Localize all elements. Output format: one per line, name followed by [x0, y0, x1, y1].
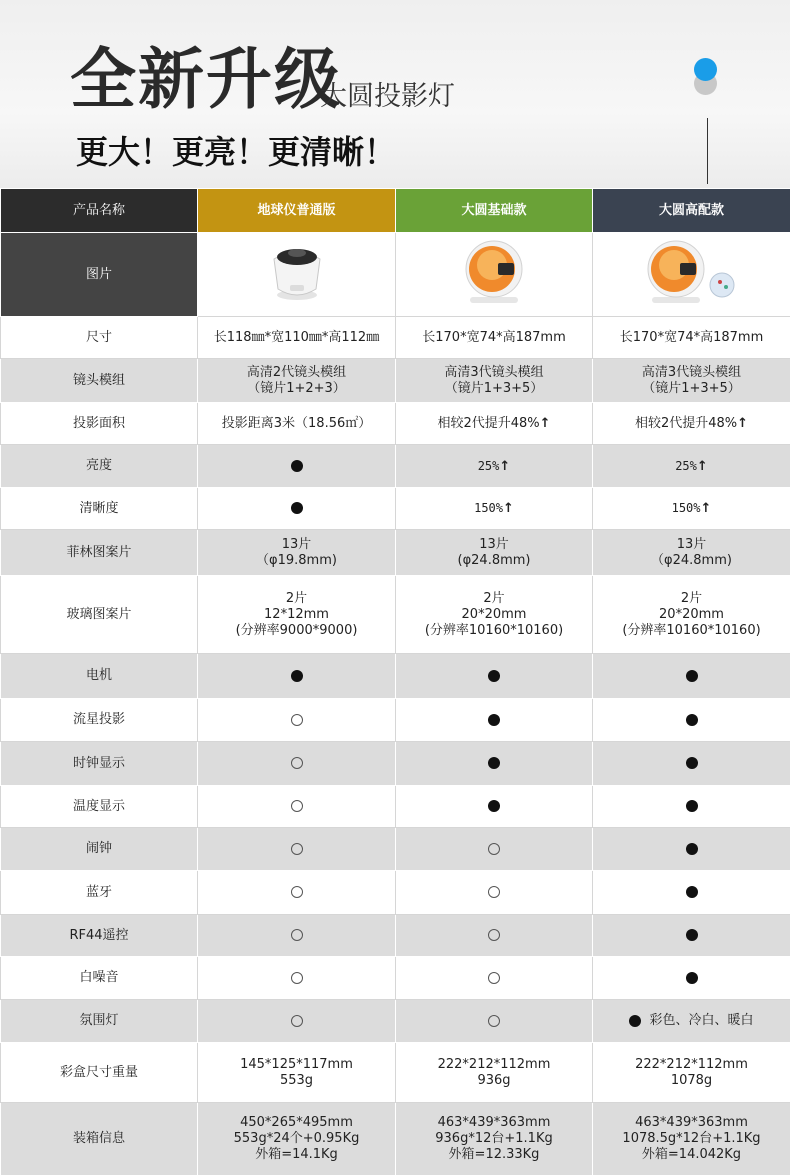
- cell-size-globe: 长118㎜*宽110㎜*高112㎜: [198, 317, 396, 359]
- row-label-remote: RF44遥控: [1, 915, 198, 957]
- cell-fresnel-basic: 13片 (φ24.8mm): [396, 530, 593, 576]
- row-label-image: 图片: [1, 233, 198, 317]
- product-image-premium: [593, 233, 790, 317]
- hollow-dot-icon: [488, 972, 500, 984]
- up-arrow-icon: ↑: [539, 415, 551, 431]
- col-header-big-premium: 大圆高配款: [593, 189, 790, 233]
- cell-remote-premium: [593, 915, 790, 957]
- table-row-remote: [1, 915, 790, 957]
- table-row-noise: [1, 957, 790, 1000]
- cell-lens-globe: 高清2代镜头模组 （镜片1+2+3）: [198, 359, 396, 403]
- row-label-clarity: 清晰度: [1, 488, 198, 530]
- cell-bluetooth-premium: [593, 871, 790, 915]
- cell-temp-premium: [593, 786, 790, 828]
- slogan: 更大！更亮！更清晰！: [76, 133, 397, 171]
- cell-clock-premium: [593, 742, 790, 786]
- hollow-dot-icon: [488, 886, 500, 898]
- sunset-lamp-basic-icon: [454, 237, 534, 307]
- cell-alarm-globe: [198, 828, 396, 871]
- cell-area-premium: 相较2代提升48%↑: [593, 403, 790, 445]
- filled-dot-icon: [686, 714, 698, 726]
- cell-temp-globe: [198, 786, 396, 828]
- cell-clarity-basic: 150%↑: [396, 488, 593, 530]
- cell-brightness-globe: [198, 445, 396, 488]
- row-label-noise: 白噪音: [1, 957, 198, 1000]
- row-label-carton: 装箱信息: [1, 1103, 198, 1176]
- filled-dot-icon: [686, 843, 698, 855]
- cell-bluetooth-globe: [198, 871, 396, 915]
- filled-dot-icon: [488, 800, 500, 812]
- cell-clarity-premium: 150%↑: [593, 488, 790, 530]
- row-label-area: 投影面积: [1, 403, 198, 445]
- cell-fresnel-premium: 13片 （φ24.8mm): [593, 530, 790, 576]
- cell-area-globe: 投影距离3米（18.56㎡）: [198, 403, 396, 445]
- cell-glass-basic: 2片 20*20mm (分辨率10160*10160): [396, 576, 593, 654]
- cell-motor-basic: [396, 654, 593, 699]
- table-row-alarm: [1, 828, 790, 871]
- hollow-dot-icon: [291, 843, 303, 855]
- col-header-product-name: 产品名称: [1, 189, 198, 233]
- sunset-lamp-premium-icon: [642, 237, 742, 307]
- hollow-dot-icon: [488, 843, 500, 855]
- header-banner: [0, 0, 790, 188]
- table-row-area: [1, 403, 790, 445]
- row-label-size: 尺寸: [1, 317, 198, 359]
- cell-motor-globe: [198, 654, 396, 699]
- globe-projector-icon: [262, 237, 332, 307]
- hollow-dot-icon: [291, 1015, 303, 1027]
- cell-lens-basic: 高清3代镜头模组 （镜片1+3+5）: [396, 359, 593, 403]
- filled-dot-icon: [291, 670, 303, 682]
- col-header-globe-standard: 地球仪普通版: [198, 189, 396, 233]
- cell-lens-premium: 高清3代镜头模组 （镜片1+3+5）: [593, 359, 790, 403]
- blue-dot-icon: [694, 58, 717, 81]
- cell-ambient-globe: [198, 1000, 396, 1043]
- divider-line: [707, 118, 708, 184]
- table-row-ambient: [1, 1000, 790, 1043]
- filled-dot-icon: [488, 670, 500, 682]
- cell-remote-globe: [198, 915, 396, 957]
- comparison-table: [0, 188, 790, 1176]
- filled-dot-icon: [686, 757, 698, 769]
- row-label-meteor: 流星投影: [1, 699, 198, 742]
- cell-meteor-globe: [198, 699, 396, 742]
- table-row-size: [1, 317, 790, 359]
- table-header-row: [1, 189, 790, 233]
- subtitle: 大圆投影灯: [320, 81, 455, 112]
- table-row-glass: [1, 576, 790, 654]
- cell-carton-premium: 463*439*363mm 1078.5g*12台+1.1Kg 外箱=14.042Kg: [593, 1103, 790, 1176]
- product-image-globe: [198, 233, 396, 317]
- cell-brightness-premium: 25%↑: [593, 445, 790, 488]
- cell-area-basic: 相较2代提升48%↑: [396, 403, 593, 445]
- table-row-carton: [1, 1103, 790, 1176]
- col-header-big-basic: 大圆基础款: [396, 189, 593, 233]
- hollow-dot-icon: [291, 886, 303, 898]
- headline: 全新升级: [70, 41, 342, 118]
- cell-glass-globe: 2片 12*12mm (分辨率9000*9000): [198, 576, 396, 654]
- row-label-fresnel: 菲林图案片: [1, 530, 198, 576]
- hollow-dot-icon: [291, 714, 303, 726]
- row-label-clock: 时钟显示: [1, 742, 198, 786]
- filled-dot-icon: [686, 929, 698, 941]
- table-row-lens: [1, 359, 790, 403]
- row-label-lens: 镜头模组: [1, 359, 198, 403]
- filled-dot-icon: [488, 714, 500, 726]
- row-label-bluetooth: 蓝牙: [1, 871, 198, 915]
- cell-meteor-basic: [396, 699, 593, 742]
- cell-carton-globe: 450*265*495mm 553g*24个+0.95Kg 外箱=14.1Kg: [198, 1103, 396, 1176]
- filled-dot-icon: [686, 670, 698, 682]
- hollow-dot-icon: [291, 800, 303, 812]
- row-label-alarm: 闹钟: [1, 828, 198, 871]
- filled-dot-icon: [291, 460, 303, 472]
- up-arrow-icon: ↑: [696, 458, 708, 474]
- hollow-dot-icon: [291, 972, 303, 984]
- table-row-clock: [1, 742, 790, 786]
- table-row-clarity: [1, 488, 790, 530]
- cell-bluetooth-basic: [396, 871, 593, 915]
- hollow-dot-icon: [291, 757, 303, 769]
- up-arrow-icon: ↑: [700, 501, 712, 516]
- table-row-fresnel: [1, 530, 790, 576]
- up-arrow-icon: ↑: [737, 415, 749, 431]
- cell-ambient-basic: [396, 1000, 593, 1043]
- cell-motor-premium: [593, 654, 790, 699]
- up-arrow-icon: ↑: [499, 458, 511, 474]
- filled-dot-icon: [686, 800, 698, 812]
- cell-noise-basic: [396, 957, 593, 1000]
- cell-ambient-premium: [593, 1000, 790, 1043]
- filled-dot-icon: [291, 502, 303, 514]
- filled-dot-icon: [488, 757, 500, 769]
- row-label-box: 彩盒尺寸重量: [1, 1043, 198, 1103]
- row-label-brightness: 亮度: [1, 445, 198, 488]
- row-label-temp: 温度显示: [1, 786, 198, 828]
- table-row-motor: [1, 654, 790, 699]
- cell-clarity-globe: [198, 488, 396, 530]
- filled-dot-icon: [686, 972, 698, 984]
- cell-box-globe: 145*125*117mm 553g: [198, 1043, 396, 1103]
- cell-temp-basic: [396, 786, 593, 828]
- table-row-box: [1, 1043, 790, 1103]
- cell-size-premium: 长170*宽74*高187mm: [593, 317, 790, 359]
- cell-glass-premium: 2片 20*20mm (分辨率10160*10160): [593, 576, 790, 654]
- cell-box-basic: 222*212*112mm 936g: [396, 1043, 593, 1103]
- cell-brightness-basic: 25%↑: [396, 445, 593, 488]
- table-row-brightness: [1, 445, 790, 488]
- cell-fresnel-globe: 13片 （φ19.8mm): [198, 530, 396, 576]
- hollow-dot-icon: [488, 929, 500, 941]
- product-image-basic: [396, 233, 593, 317]
- cell-box-premium: 222*212*112mm 1078g: [593, 1043, 790, 1103]
- cell-alarm-basic: [396, 828, 593, 871]
- cell-size-basic: 长170*宽74*高187mm: [396, 317, 593, 359]
- hollow-dot-icon: [488, 1015, 500, 1027]
- cell-carton-basic: 463*439*363mm 936g*12台+1.1Kg 外箱=12.33Kg: [396, 1103, 593, 1176]
- cell-remote-basic: [396, 915, 593, 957]
- table-row-image: [1, 233, 790, 317]
- cell-noise-globe: [198, 957, 396, 1000]
- cell-alarm-premium: [593, 828, 790, 871]
- table-row-meteor: [1, 699, 790, 742]
- filled-dot-icon: [686, 886, 698, 898]
- cell-meteor-premium: [593, 699, 790, 742]
- filled-dot-icon: [629, 1015, 641, 1027]
- row-label-ambient: 氛围灯: [1, 1000, 198, 1043]
- table-row-temp: [1, 786, 790, 828]
- row-label-motor: 电机: [1, 654, 198, 699]
- up-arrow-icon: ↑: [503, 501, 514, 516]
- hollow-dot-icon: [291, 929, 303, 941]
- ambient-colors-text: 彩色、冷白、暖白: [649, 1012, 754, 1028]
- table-row-bluetooth: [1, 871, 790, 915]
- cell-noise-premium: [593, 957, 790, 1000]
- row-label-glass: 玻璃图案片: [1, 576, 198, 654]
- cell-clock-globe: [198, 742, 396, 786]
- cell-clock-basic: [396, 742, 593, 786]
